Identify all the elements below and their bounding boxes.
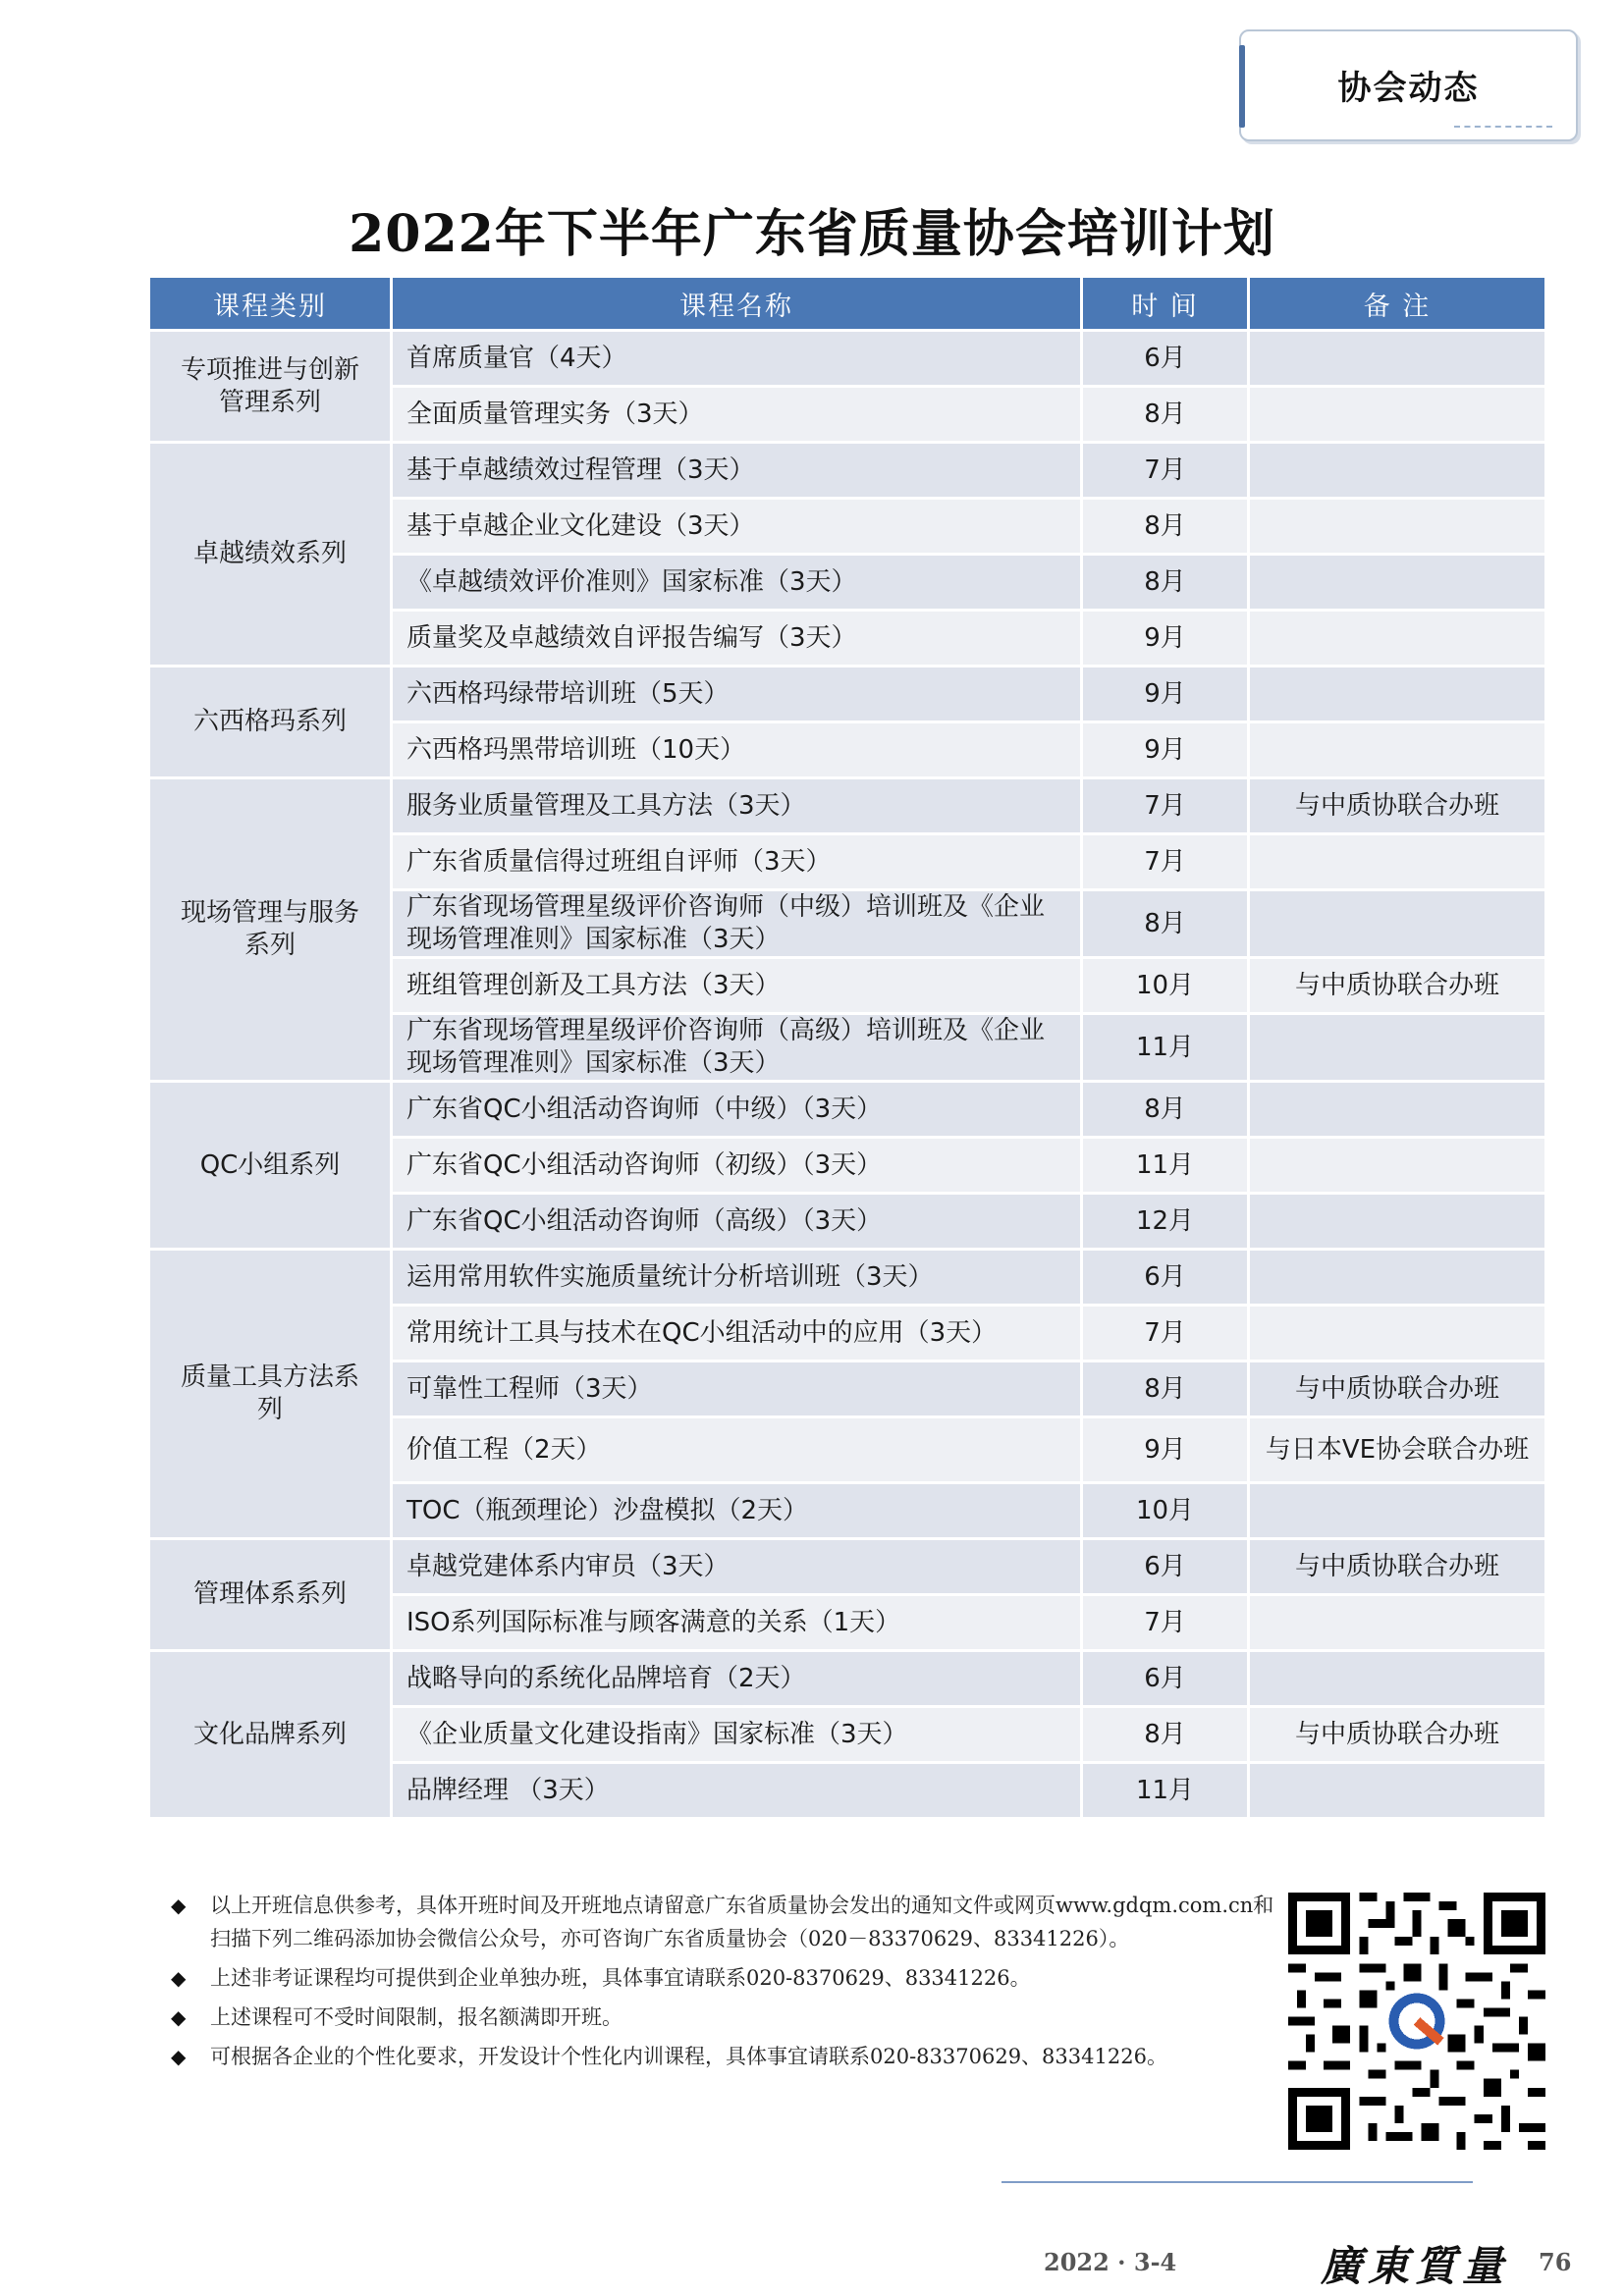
course-name: 班组管理创新及工具方法（3天） xyxy=(393,959,1080,1012)
course-name: 基于卓越企业文化建设（3天） xyxy=(393,500,1080,553)
category-cell: 质量工具方法系列 xyxy=(150,1251,390,1537)
course-note xyxy=(1250,1195,1544,1248)
section-tab-label: 协会动态 xyxy=(1337,69,1480,108)
course-time: 10月 xyxy=(1083,1484,1247,1537)
course-name: 广东省QC小组活动咨询师（初级）（3天） xyxy=(393,1139,1080,1192)
course-name: 常用统计工具与技术在QC小组活动中的应用（3天） xyxy=(393,1307,1080,1360)
category-cell: 管理体系系列 xyxy=(150,1540,390,1649)
table-header-row xyxy=(150,278,1544,329)
course-note: 与中质协联合办班 xyxy=(1250,1708,1544,1761)
course-time: 8月 xyxy=(1083,500,1247,553)
course-time: 8月 xyxy=(1083,1362,1247,1415)
table-row xyxy=(150,1251,1544,1304)
course-name: 广东省QC小组活动咨询师（高级）（3天） xyxy=(393,1195,1080,1248)
course-time: 8月 xyxy=(1083,556,1247,609)
category-cell: 卓越绩效系列 xyxy=(150,444,390,665)
category-cell: 文化品牌系列 xyxy=(150,1652,390,1817)
diamond-bullet-icon: ◆ xyxy=(171,1966,187,1990)
diamond-bullet-icon: ◆ xyxy=(171,1894,187,1917)
course-time: 8月 xyxy=(1083,388,1247,441)
course-name: 卓越党建体系内审员（3天） xyxy=(393,1540,1080,1593)
masthead-logo: 廣東質量 xyxy=(1321,2242,1510,2290)
header-category: 课程类别 xyxy=(150,278,390,329)
table-row xyxy=(150,444,1544,497)
course-name: TOC（瓶颈理论）沙盘模拟（2天） xyxy=(393,1484,1080,1537)
course-name: 运用常用软件实施质量统计分析培训班（3天） xyxy=(393,1251,1080,1304)
page-number: 76 xyxy=(1539,2248,1572,2276)
course-time: 6月 xyxy=(1083,1540,1247,1593)
note-text: 上述课程可不受时间限制，报名额满即开班。 xyxy=(210,2005,623,2029)
course-time: 6月 xyxy=(1083,1251,1247,1304)
diamond-bullet-icon: ◆ xyxy=(171,2045,187,2068)
note-text: 以上开班信息供参考，具体开班时间及开班地点请留意广东省质量协会发出的通知文件或网页www.gdqm.com.cn和扫描下列二维码添加协会微信公众号，亦可咨询广东省质量协会（020－83370629、83341226）。 xyxy=(210,1894,1274,1950)
note-text: 可根据各企业的个性化要求，开发设计个性化内训课程，具体事宜请联系020-83370629、83341226。 xyxy=(210,2045,1167,2068)
course-time: 6月 xyxy=(1083,1652,1247,1705)
course-note: 与中质协联合办班 xyxy=(1250,779,1544,832)
section-tab xyxy=(1239,29,1578,141)
course-name: 战略导向的系统化品牌培育（2天） xyxy=(393,1652,1080,1705)
course-note xyxy=(1250,1307,1544,1360)
course-note xyxy=(1250,612,1544,665)
course-name: 广东省现场管理星级评价咨询师（高级）培训班及《企业现场管理准则》国家标准（3天） xyxy=(393,1015,1080,1080)
course-name: 价值工程（2天） xyxy=(393,1418,1080,1481)
category-cell: 六西格玛系列 xyxy=(150,667,390,776)
note-text: 上述非考证课程均可提供到企业单独办班，具体事宜请联系020-8370629、83341226。 xyxy=(210,1966,1031,1990)
course-time: 12月 xyxy=(1083,1195,1247,1248)
course-time: 8月 xyxy=(1083,891,1247,956)
header-note: 备 注 xyxy=(1250,278,1544,329)
course-name: 《企业质量文化建设指南》国家标准（3天） xyxy=(393,1708,1080,1761)
footer-rule xyxy=(1001,2181,1473,2183)
course-name: ISO系列国际标准与顾客满意的关系（1天） xyxy=(393,1596,1080,1649)
course-time: 10月 xyxy=(1083,959,1247,1012)
diamond-bullet-icon: ◆ xyxy=(171,2005,187,2029)
course-note xyxy=(1250,835,1544,888)
table-row xyxy=(150,1652,1544,1705)
course-time: 7月 xyxy=(1083,1307,1247,1360)
table-row xyxy=(150,1540,1544,1593)
note-item xyxy=(167,2040,1276,2073)
note-item xyxy=(167,2001,1276,2034)
course-time: 7月 xyxy=(1083,444,1247,497)
course-time: 8月 xyxy=(1083,1708,1247,1761)
course-name: 可靠性工程师（3天） xyxy=(393,1362,1080,1415)
header-time: 时 间 xyxy=(1083,278,1247,329)
table-row xyxy=(150,1083,1544,1136)
course-time: 8月 xyxy=(1083,1083,1247,1136)
category-cell: 现场管理与服务系列 xyxy=(150,779,390,1080)
table-row xyxy=(150,332,1544,385)
course-name: 六西格玛绿带培训班（5天） xyxy=(393,667,1080,721)
header-course-name: 课程名称 xyxy=(393,278,1080,329)
category-cell: QC小组系列 xyxy=(150,1083,390,1248)
course-time: 6月 xyxy=(1083,332,1247,385)
course-note xyxy=(1250,1652,1544,1705)
course-note xyxy=(1250,723,1544,776)
course-note xyxy=(1250,1139,1544,1192)
table-row xyxy=(150,667,1544,721)
course-note xyxy=(1250,444,1544,497)
course-time: 9月 xyxy=(1083,1418,1247,1481)
course-note: 与中质协联合办班 xyxy=(1250,959,1544,1012)
course-note xyxy=(1250,1596,1544,1649)
course-name: 六西格玛黑带培训班（10天） xyxy=(393,723,1080,776)
course-name: 品牌经理 （3天） xyxy=(393,1764,1080,1817)
course-name: 全面质量管理实务（3天） xyxy=(393,388,1080,441)
notes-list xyxy=(167,1889,1276,2079)
course-note xyxy=(1250,891,1544,956)
course-name: 广东省现场管理星级评价咨询师（中级）培训班及《企业现场管理准则》国家标准（3天） xyxy=(393,891,1080,956)
course-name: 服务业质量管理及工具方法（3天） xyxy=(393,779,1080,832)
course-note: 与中质协联合办班 xyxy=(1250,1362,1544,1415)
course-note: 与中质协联合办班 xyxy=(1250,1540,1544,1593)
course-note xyxy=(1250,500,1544,553)
course-name: 广东省质量信得过班组自评师（3天） xyxy=(393,835,1080,888)
issue-number: 2022 · 3-4 xyxy=(1044,2248,1177,2276)
course-note xyxy=(1250,1015,1544,1080)
training-plan-table xyxy=(147,275,1547,1820)
course-time: 11月 xyxy=(1083,1139,1247,1192)
course-time: 7月 xyxy=(1083,835,1247,888)
course-note xyxy=(1250,332,1544,385)
course-note xyxy=(1250,1251,1544,1304)
tab-decoration xyxy=(1454,126,1552,132)
course-name: 首席质量官（4天） xyxy=(393,332,1080,385)
course-time: 7月 xyxy=(1083,779,1247,832)
course-note xyxy=(1250,388,1544,441)
course-time: 9月 xyxy=(1083,723,1247,776)
course-note xyxy=(1250,1083,1544,1136)
course-note xyxy=(1250,1484,1544,1537)
course-name: 《卓越绩效评价准则》国家标准（3天） xyxy=(393,556,1080,609)
course-name: 基于卓越绩效过程管理（3天） xyxy=(393,444,1080,497)
note-item xyxy=(167,1889,1276,1955)
category-cell: 专项推进与创新管理系列 xyxy=(150,332,390,441)
course-time: 11月 xyxy=(1083,1764,1247,1817)
course-name: 质量奖及卓越绩效自评报告编写（3天） xyxy=(393,612,1080,665)
course-note xyxy=(1250,556,1544,609)
course-note: 与日本VE协会联合办班 xyxy=(1250,1418,1544,1481)
course-time: 11月 xyxy=(1083,1015,1247,1080)
table-row xyxy=(150,779,1544,832)
course-name: 广东省QC小组活动咨询师（中级）（3天） xyxy=(393,1083,1080,1136)
course-note xyxy=(1250,667,1544,721)
course-time: 9月 xyxy=(1083,612,1247,665)
note-item xyxy=(167,1961,1276,1995)
page-title: 2022年下半年广东省质量协会培训计划 xyxy=(349,204,1275,264)
course-note xyxy=(1250,1764,1544,1817)
course-time: 9月 xyxy=(1083,667,1247,721)
course-time: 7月 xyxy=(1083,1596,1247,1649)
qr-code-icon[interactable] xyxy=(1288,1893,1545,2150)
